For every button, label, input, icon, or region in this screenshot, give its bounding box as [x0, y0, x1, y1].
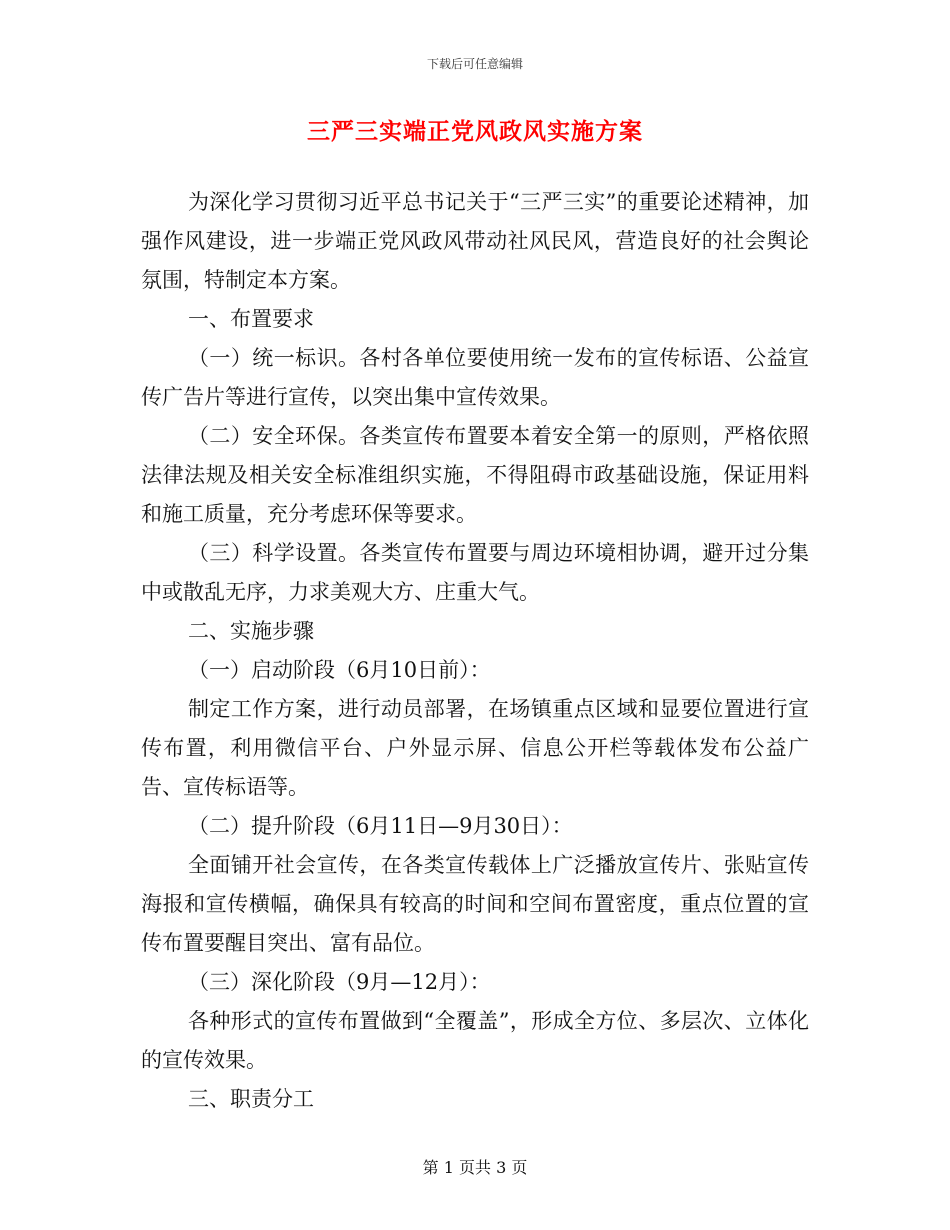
paragraph-stage-1: 制定工作方案，进行动员部署，在场镇重点区域和显要位置进行宣传布置，利用微信平台、户外显示屏、信息公开栏等载体发布公益广告、宣传标语等。: [141, 697, 809, 799]
paragraph-stage-3: 各种形式的宣传布置做到“全覆盖”，形成全方位、多层次、立体化的宣传效果。: [141, 1009, 809, 1072]
heading-stage-2: （二）提升阶段（6月11日—9月30日）：: [188, 814, 573, 838]
header-note: 下载后可任意编辑: [426, 57, 523, 71]
paragraph-1-2: （二）安全环保。各类宣传布置要本着安全第一的原则，严格依照法律法规及相关安全标准组织实施，不得阻碍市政基础设施，保证用料和施工质量，充分考虑环保等要求。: [141, 424, 809, 526]
page-footer: 第 1 页共 3 页: [422, 1158, 528, 1177]
heading-section-2: 二、实施步骤: [188, 619, 314, 643]
heading-section-3: 三、职责分工: [188, 1087, 314, 1111]
document-body: [141, 183, 809, 1119]
paragraph-intro: 为深化学习贯彻习近平总书记关于“三严三实”的重要论述精神，加强作风建设，进一步端正党风政风带动社风民风，营造良好的社会舆论氛围，特制定本方案。: [141, 190, 809, 292]
document-title: 三严三实端正党风政风实施方案: [307, 118, 643, 145]
paragraph-stage-2: 全面铺开社会宣传，在各类宣传载体上广泛播放宣传片、张贴宣传海报和宣传横幅，确保具有较高的时间和空间布置密度，重点位置的宣传布置要醒目突出、富有品位。: [141, 853, 809, 955]
heading-stage-3: （三）深化阶段（9月—12月）：: [188, 970, 491, 994]
paragraph-1-1: （一）统一标识。各村各单位要使用统一发布的宣传标语、公益宣传广告片等进行宣传，以突出集中宣传效果。: [141, 346, 809, 409]
heading-stage-1: （一）启动阶段（6月10日前）：: [188, 658, 491, 682]
heading-section-1: 一、布置要求: [188, 307, 314, 331]
paragraph-1-3: （三）科学设置。各类宣传布置要与周边环境相协调，避开过分集中或散乱无序，力求美观大方、庄重大气。: [141, 541, 809, 604]
